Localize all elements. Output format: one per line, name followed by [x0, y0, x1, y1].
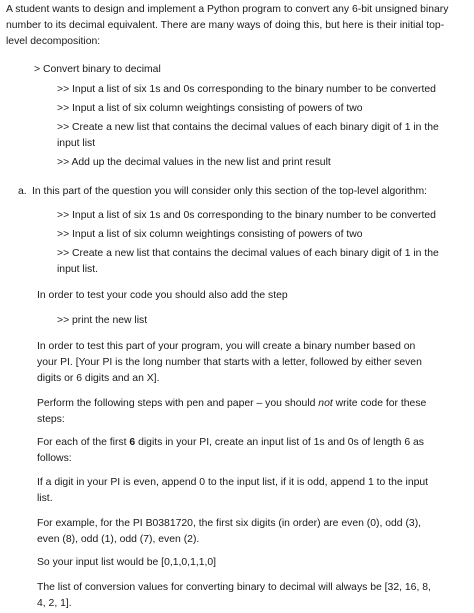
decomposition-step-1: >> Input a list of six 1s and 0s corresponding to the binary number to be converted: [57, 84, 436, 95]
pi-paragraph: In order to test this part of your program, you will create a binary number based on your PI. [Your PI is the long number that starts with a letter, followed by either seven digits or 6 digits and an X].: [37, 341, 422, 384]
example-paragraph: For example, for the PI B0381720, the first six digits (in order) are even (0), odd (3), even (8), odd (1), odd (7), even (2).: [37, 518, 422, 545]
part-a-letter: a.: [18, 186, 27, 197]
first-digits-text-start: For each of the first: [37, 437, 130, 448]
decomposition-step-4: >> Add up the decimal values in the new list and print result: [57, 157, 331, 168]
first-digits-text-end: digits in your PI, create an input list of 1s and 0s of length 6 as follows:: [37, 437, 424, 464]
decomposition-top-level: > Convert binary to decimal: [34, 64, 161, 75]
pen-paper-text-start: Perform the following steps with pen and paper – you should: [37, 398, 319, 409]
part-a-text: In this part of the question you will consider only this section of the top-level algorithm:: [32, 186, 428, 197]
part-a-step-3: >> Create a new list that contains the decimal values of each binary digit of 1 in the input list.: [57, 248, 439, 275]
pen-paper-paragraph: [37, 396, 433, 428]
first-digits-number: 6: [129, 437, 136, 448]
decomposition-step-3: >> Create a new list that contains the decimal values of each binary digit of 1 in the input list: [57, 122, 439, 149]
test-step: >> print the new list: [57, 315, 148, 326]
parity-rule-paragraph: If a digit in your PI is even, append 0 to the input list, if it is odd, append 1 to the input list.: [37, 477, 429, 504]
pen-paper-text-end: write code for these steps:: [37, 398, 427, 425]
input-list-paragraph: So your input list would be [0,1,0,1,1,0]: [37, 557, 217, 568]
first-digits-paragraph: [37, 435, 433, 467]
part-a-step-2: >> Input a list of six column weightings consisting of powers of two: [57, 229, 363, 240]
part-a-step-1: >> Input a list of six 1s and 0s corresponding to the binary number to be converted: [57, 210, 436, 221]
test-intro-paragraph: In order to test your code you should also add the step: [37, 290, 288, 301]
decomposition-step-2: >> Input a list of six column weightings consisting of powers of two: [57, 103, 363, 114]
conversion-paragraph: The list of conversion values for converting binary to decimal will always be [32, 16, 8, 4, 2, 1].: [37, 582, 431, 609]
part-a-question: [18, 184, 458, 200]
pen-paper-not: not: [318, 398, 333, 409]
intro-paragraph: A student wants to design and implement a Python program to convert any 6-bit unsigned binary number to its decimal equivalent. There are many ways of doing this, but here is their initial top-level decomposition:: [6, 4, 449, 47]
